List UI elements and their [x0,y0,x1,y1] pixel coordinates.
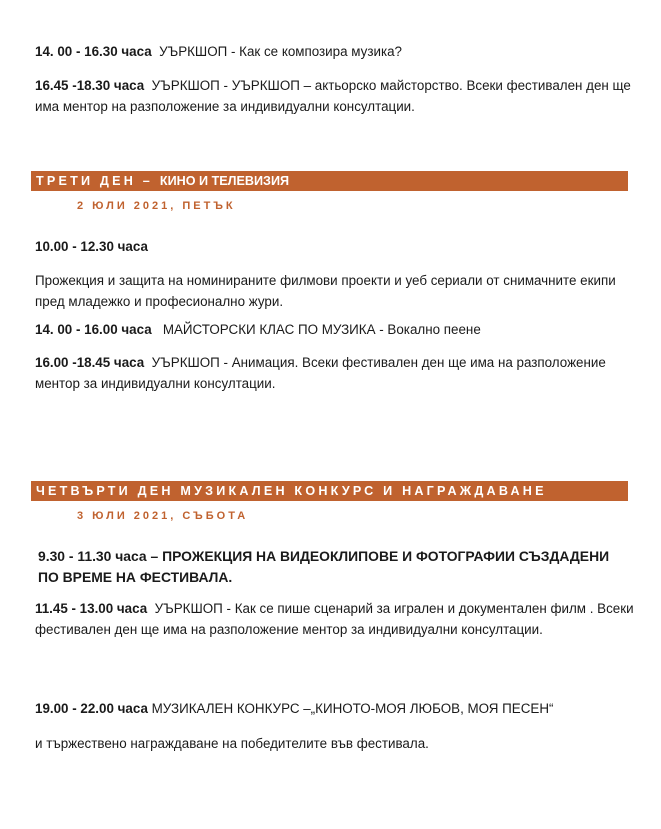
day-date: 3 ЮЛИ 2021, СЪБОТА [77,510,249,522]
entry-text: МАЙСТОРСКИ КЛАС ПО МУЗИКА - Вокално пеене [162,322,481,337]
day-theme: КИНО И ТЕЛЕВИЗИЯ [159,174,290,188]
entry-text: МУЗИКАЛЕН КОНКУРС –„КИНОТО-МОЯ ЛЮБОВ, МОЯ ПЕСЕН“ [151,701,554,716]
day-banner: ЧЕТВЪРТИ ДЕН МУЗИКАЛЕН КОНКУРС И НАГРАЖДАВАНЕ [31,481,628,501]
entry-text: УЪРКШОП - Как се пише сценарий за игрален и документален филм . Всеки фестивален ден ще има на разположение ментор за индивидуални консултации. [35,601,634,637]
entry-text: 9.30 - 11.30 часа – ПРОЖЕКЦИЯ НА ВИДЕОКЛИПОВЕ И ФОТОГРАФИИ СЪЗДАДЕНИ ПО ВРЕМЕ НА ФЕСТИВАЛА. [38,548,610,585]
entry-text: УЪРКШОП - УЪРКШОП – актьорско майсторство. Всеки фестивален ден ще има ментор на разположение за индивидуални консултации. [35,78,631,114]
entry-text: УЪРКШОП - Как се композира музика? [159,44,402,59]
entry-time: 19.00 - 22.00 часа [35,701,148,716]
day-title: ТРЕТИ ДЕН – [36,174,153,188]
entry-time: 11.45 - 13.00 часа [35,601,148,616]
schedule-entry [35,319,635,340]
entry-time: 16.45 -18.30 часа [35,78,145,93]
schedule-entry [35,598,635,640]
schedule-entry [35,75,635,117]
schedule-entry [35,698,635,719]
entry-time: 14. 00 - 16.30 часа [35,44,152,59]
entry-time: 14. 00 - 16.00 часа [35,322,152,337]
day-banner [31,171,628,191]
entry-text: и тържествено награждаване на победителите във фестивала. [35,736,429,751]
entry-text: Прожекция и защита на номинираните филмови проекти и уеб сериали от снимачните екипи пред младежко и професионално жури. [35,273,616,309]
schedule-entry [35,352,635,394]
day-date: 2 ЮЛИ 2021, ПЕТЪК [77,200,236,212]
entry-text: УЪРКШОП - Анимация. Всеки фестивален ден ще има на разположение ментор за индивидуални консултации. [35,355,606,391]
entry-time: 16.00 -18.45 часа [35,355,145,370]
entry-time: 10.00 - 12.30 часа [35,239,148,254]
schedule-entry [35,41,635,62]
